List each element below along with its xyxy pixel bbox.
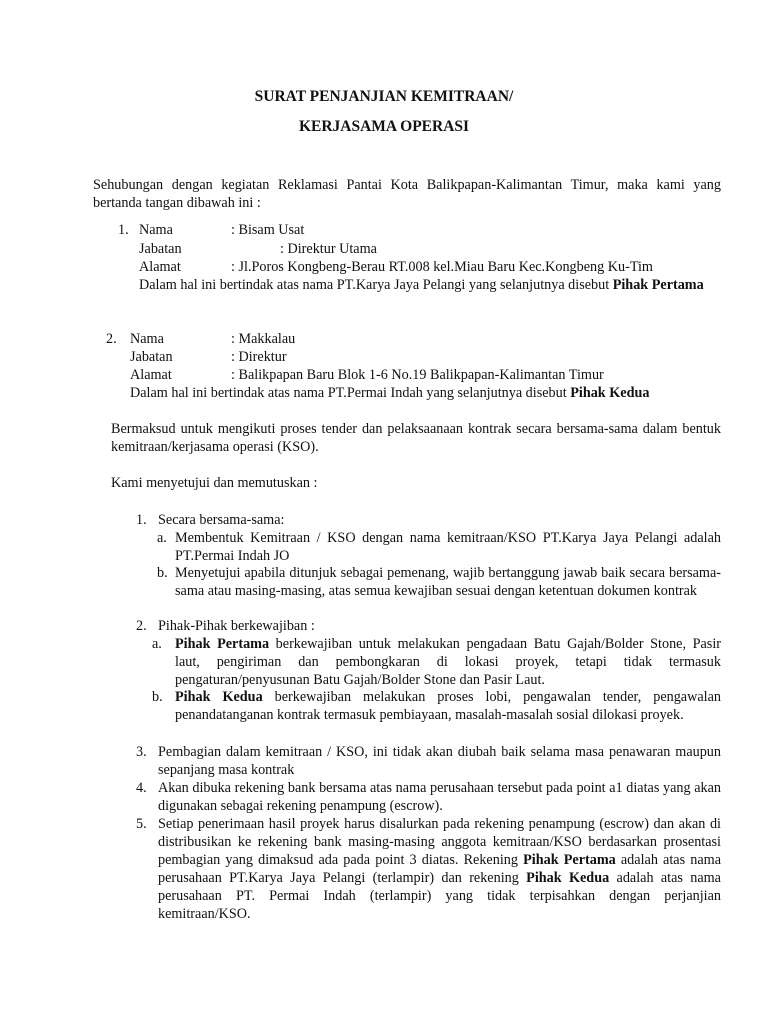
- item-2a-text: [175, 635, 721, 689]
- party-2-alamat-value: : Balikpapan Baru Blok 1-6 No.19 Balikpapan-Kalimantan Timur: [231, 367, 604, 383]
- party-1-statement: [139, 276, 721, 294]
- party-1-statement-text: Dalam hal ini bertindak atas nama PT.Karya Jaya Pelangi yang selanjutnya disebut: [139, 277, 610, 293]
- party-1-jabatan-value: : Direktur Utama: [280, 241, 377, 257]
- item-5-part-3: adalah atas nama perusahaan PT. Permai Indah (terlampir) yang tidak terpisahkan dengan perjanjian kemitraan/KSO.: [158, 870, 721, 922]
- item-2a-body: berkewajiban untuk melakukan pengadaan Batu Gajah/Bolder Stone, Pasir laut, pengiriman dan pembongkaran di lokasi proyek, tetapi tidak termasuk pengaturan/penyusunan Batu Gajah/Bolder Stone dan Pasir Laut.: [175, 636, 721, 688]
- item-5-part-1: Setiap penerimaan hasil proyek harus disalurkan pada rekening penampung (escrow) dan akan di distribusikan ke rekening bank masing-masing anggota kemitraan/KSO berdasarkan prosentasi pembagian yang dimaksud ada pada point 3 diatas. Rekening: [158, 816, 721, 868]
- item-1a-text: Membentuk Kemitraan / KSO dengan nama kemitraan/KSO PT.Karya Jaya Pelangi adalah PT.Permai Indah JO: [175, 530, 721, 564]
- party-2-nama-value: : Makkalau: [231, 331, 296, 347]
- item-3-number: 3.: [136, 744, 147, 760]
- party-1-number: 1.: [118, 222, 129, 238]
- party-1-alamat-value: : Jl.Poros Kongbeng-Berau RT.008 kel.Miau Baru Kec.Kongbeng Ku-Tim: [231, 259, 653, 275]
- party-2-nama-label: Nama: [130, 331, 164, 347]
- party-2-number: 2.: [106, 331, 117, 347]
- item-2a-party: Pihak Pertama: [175, 636, 270, 652]
- item-2b-text: [175, 688, 721, 724]
- item-4-number: 4.: [136, 780, 147, 796]
- party-1-designation: Pihak Pertama: [612, 277, 704, 293]
- party-1-jabatan-label: Jabatan: [139, 241, 182, 257]
- item-2b-body: berkewajiban melakukan proses lobi, pengawalan tender, pengawalan penandatanganan kontrak termasuk pembiayaan, masalah-masalah sosial dilokasi proyek.: [175, 689, 721, 723]
- party-2-statement-text: Dalam hal ini bertindak atas nama PT.Permai Indah yang selanjutnya disebut: [130, 385, 567, 401]
- intro-paragraph: Sehubungan dengan kegiatan Reklamasi Pantai Kota Balikpapan-Kalimantan Timur, maka kami yang bertanda tangan dibawah ini :: [93, 177, 721, 211]
- item-5-party-1: Pihak Pertama: [523, 852, 616, 868]
- item-1b-letter: b.: [157, 565, 168, 581]
- item-4-text: Akan dibuka rekening bank bersama atas nama perusahaan tersebut pada point a1 diatas yang akan digunakan sebagai rekening penampung (escrow).: [158, 780, 721, 814]
- item-1-number: 1.: [136, 512, 147, 528]
- party-1-nama-label: Nama: [139, 222, 173, 238]
- party-1-alamat-label: Alamat: [139, 259, 181, 275]
- party-2-statement: [130, 384, 649, 402]
- agreement-intro: Kami menyetujui dan memutuskan :: [111, 475, 318, 491]
- item-2b-party: Pihak Kedua: [175, 689, 263, 705]
- item-2a-letter: a.: [152, 636, 162, 652]
- item-1b-text: Menyetujui apabila ditunjuk sebagai pemenang, wajib bertanggung jawab baik secara bersama-sama atau masing-masing, atas semua kewajiban sesuai dengan ketentuan dokumen kontrak: [175, 565, 721, 599]
- item-1-text: Secara bersama-sama:: [158, 512, 285, 528]
- party-2-jabatan-value: : Direktur: [231, 349, 287, 365]
- purpose-paragraph: Bermaksud untuk mengikuti proses tender dan pelaksaanaan kontrak secara bersama-sama dalam bentuk kemitraan/kerjasama operasi (KSO).: [111, 421, 721, 455]
- item-2b-letter: b.: [152, 689, 163, 705]
- item-5-text: [158, 815, 721, 923]
- party-2-alamat-label: Alamat: [130, 367, 172, 383]
- item-3-text: Pembagian dalam kemitraan / KSO, ini tidak akan diubah baik selama masa penawaran maupun sepanjang masa kontrak: [158, 744, 721, 778]
- item-5-number: 5.: [136, 816, 147, 832]
- party-2-designation: Pihak Kedua: [570, 385, 650, 401]
- item-1a-letter: a.: [157, 530, 167, 546]
- doc-title-line2: KERJASAMA OPERASI: [298, 118, 470, 135]
- item-5-party-2: Pihak Kedua: [526, 870, 610, 886]
- party-2-jabatan-label: Jabatan: [130, 349, 173, 365]
- item-5-part-2: adalah atas nama perusahaan PT.Karya Jaya Pelangi (terlampir) dan rekening: [158, 852, 721, 886]
- item-2-number: 2.: [136, 618, 147, 634]
- party-1-nama-value: : Bisam Usat: [231, 222, 305, 238]
- item-2-text: Pihak-Pihak berkewajiban :: [158, 618, 315, 634]
- doc-title-line1: SURAT PENJANJIAN KEMITRAAN/: [254, 88, 514, 105]
